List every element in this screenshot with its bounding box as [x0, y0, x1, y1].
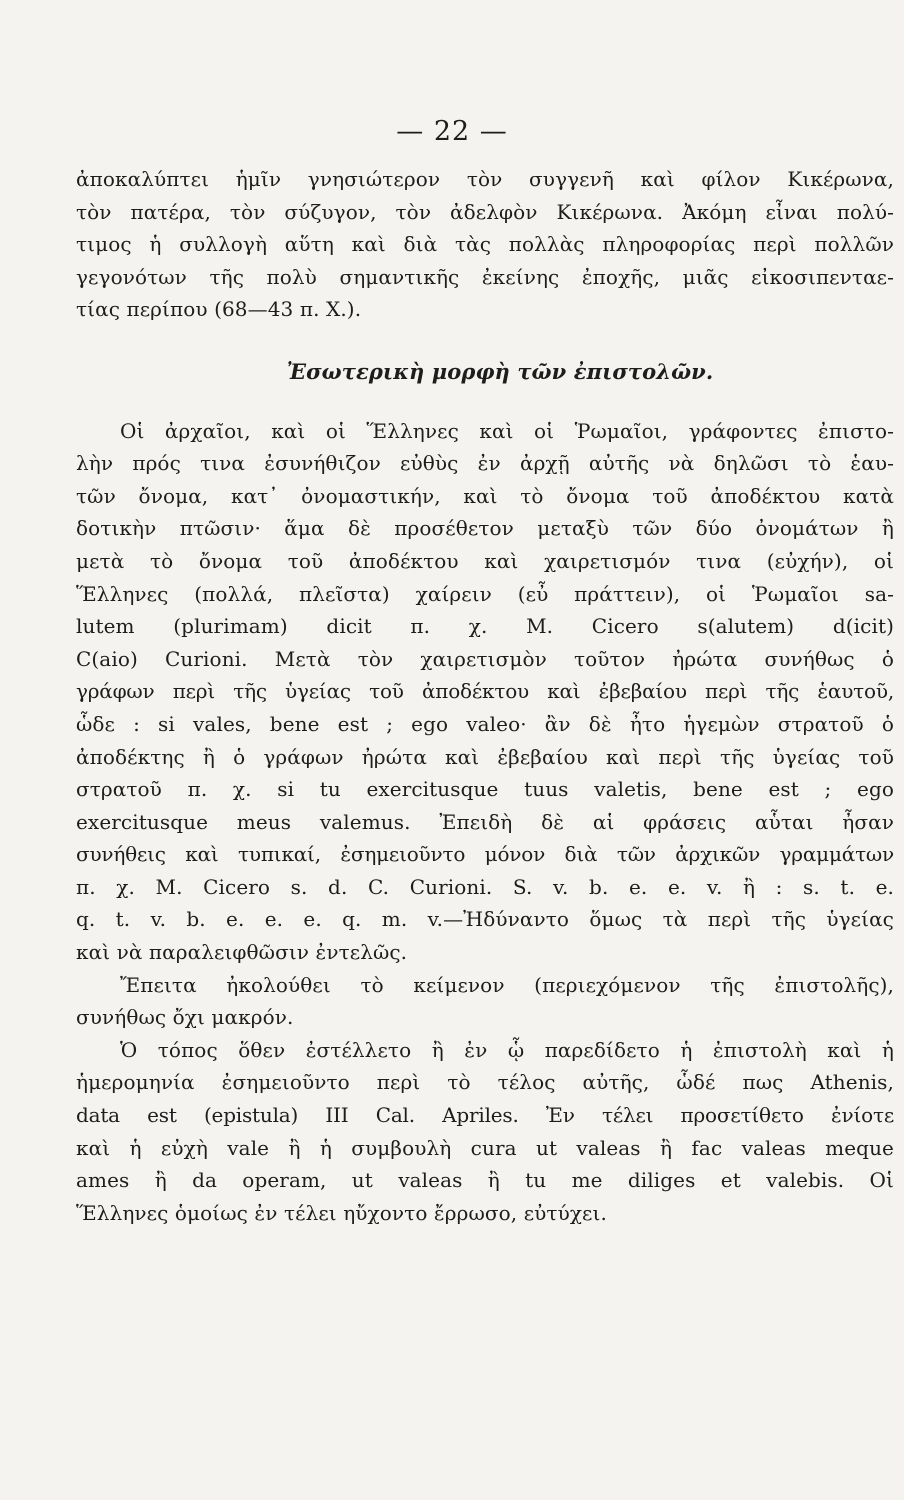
text-line: μετὰ τὸ ὄνομα τοῦ ἀποδέκτου καὶ χαιρετισμόν τινα (εὐχήν), οἱ — [76, 548, 894, 573]
text-line: τῶν ὄνομα, κατ᾽ ὀνομαστικήν, καὶ τὸ ὄνομα τοῦ ἀποδέκτου κατὰ — [76, 483, 894, 508]
text-line: τὸν πατέρα, τὸν σύζυγον, τὸν ἀδελφὸν Κικέρωνα. Ἀκόμη εἶναι πολύ- — [76, 199, 894, 224]
text-line: Ἕλληνες (πολλά, πλεῖστα) χαίρειν (εὖ πράττειν), οἱ Ῥωμαῖοι sa- — [76, 581, 894, 606]
text-line: συνήθως ὄχι μακρόν. — [76, 1005, 294, 1030]
text-line: καὶ ἡ εὐχὴ vale ἢ ἡ συμβουλὴ cura ut valeas ἢ fac valeas meque — [76, 1135, 894, 1160]
text-line: καὶ νὰ παραλειφθῶσιν ἐντελῶς. — [76, 940, 408, 965]
body-text — [76, 163, 894, 1229]
text-line: στρατοῦ π. χ. si tu exercitusque tuus valetis, bene est ; ego — [76, 777, 894, 802]
text-line: Οἱ ἀρχαῖοι, καὶ οἱ Ἕλληνες καὶ οἱ Ῥωμαῖοι, γράφοντες ἐπιστο- — [120, 418, 894, 443]
text-line: lutem (plurimam) dicit π. χ. M. Cicero s(alutem) d(icit) — [76, 614, 894, 639]
page-number: — 22 — — [396, 116, 508, 147]
text-line: τίας περίπου (68—43 π. Χ.). — [76, 297, 362, 322]
section-heading: Ἐσωτερικὴ μορφὴ τῶν ἐπιστολῶν. — [286, 358, 714, 384]
text-line: τιμος ἡ συλλογὴ αὕτη καὶ διὰ τὰς πολλὰς πληροφορίας περὶ πολλῶν — [76, 232, 894, 257]
text-line: γράφων περὶ τῆς ὑγείας τοῦ ἀποδέκτου καὶ ἐβεβαίου περὶ τῆς ἑαυτοῦ, — [76, 679, 894, 704]
paragraph-closing — [76, 1034, 894, 1230]
paragraph-intro-continuation — [76, 163, 894, 326]
text-line: ames ἢ da operam, ut valeas ἢ tu me diliges et valebis. Οἱ — [76, 1168, 894, 1193]
text-line: δοτικὴν πτῶσιν· ἅμα δὲ προσέθετον μεταξὺ τῶν δύο ὀνομάτων ἢ — [76, 516, 894, 541]
text-line: Ὁ τόπος ὅθεν ἐστέλλετο ἢ ἐν ᾧ παρεδίδετο ἡ ἐπιστολὴ καὶ ἡ — [120, 1037, 894, 1062]
text-line: ὧδε : si vales, bene est ; ego valeo· ἂν δὲ ἦτο ἡγεμὼν στρατοῦ ὁ — [76, 711, 894, 736]
text-line: ἀποδέκτης ἢ ὁ γράφων ἠρώτα καὶ ἐβεβαίου καὶ περὶ τῆς ὑγείας τοῦ — [76, 744, 894, 769]
text-line: q. t. v. b. e. e. e. q. m. v.—Ἠδύναντο ὅμως τὰ περὶ τῆς ὑγείας — [76, 907, 894, 932]
text-line: Ἔπειτα ἠκολούθει τὸ κείμενον (περιεχόμενον τῆς ἐπιστολῆς), — [120, 972, 894, 997]
paragraph-letter-form — [76, 415, 894, 969]
text-line: γεγονότων τῆς πολὺ σημαντικῆς ἐκείνης ἐποχῆς, μιᾶς εἰκοσιπενταε- — [76, 264, 894, 289]
text-line: ἀποκαλύπτει ἡμῖν γνησιώτερον τὸν συγγενῆ καὶ φίλον Κικέρωνα, — [76, 167, 894, 191]
text-line: exercitusque meus valemus. Ἐπειδὴ δὲ αἱ φράσεις αὗται ἦσαν — [76, 809, 894, 834]
text-line: ἡμερομηνία ἐσημειοῦντο περὶ τὸ τέλος αὐτῆς, ὧδέ πως Athenis, — [76, 1070, 894, 1095]
text-line: Ἕλληνες ὁμοίως ἐν τέλει ηὔχοντο ἔρρωσο, εὐτύχει. — [76, 1200, 607, 1225]
text-line: C(aio) Curioni. Μετὰ τὸν χαιρετισμὸν τοῦτον ἠρώτα συνήθως ὁ — [76, 646, 894, 671]
text-line: data est (epistula) III Cal. Apriles. Ἐν τέλει προσετίθετο ἐνίοτε — [76, 1103, 894, 1128]
paragraph-body-text — [76, 969, 894, 1034]
text-line: λὴν πρός τινα ἐσυνήθιζον εὐθὺς ἐν ἀρχῇ αὐτῆς νὰ δηλῶσι τὸ ἑαυ- — [76, 451, 894, 476]
text-line: συνήθεις καὶ τυπικαί, ἐσημειοῦντο μόνον διὰ τῶν ἀρχικῶν γραμμάτων — [76, 842, 894, 867]
text-line: π. χ. M. Cicero s. d. C. Curioni. S. v. b. e. e. v. ἢ : s. t. e. — [76, 874, 894, 899]
